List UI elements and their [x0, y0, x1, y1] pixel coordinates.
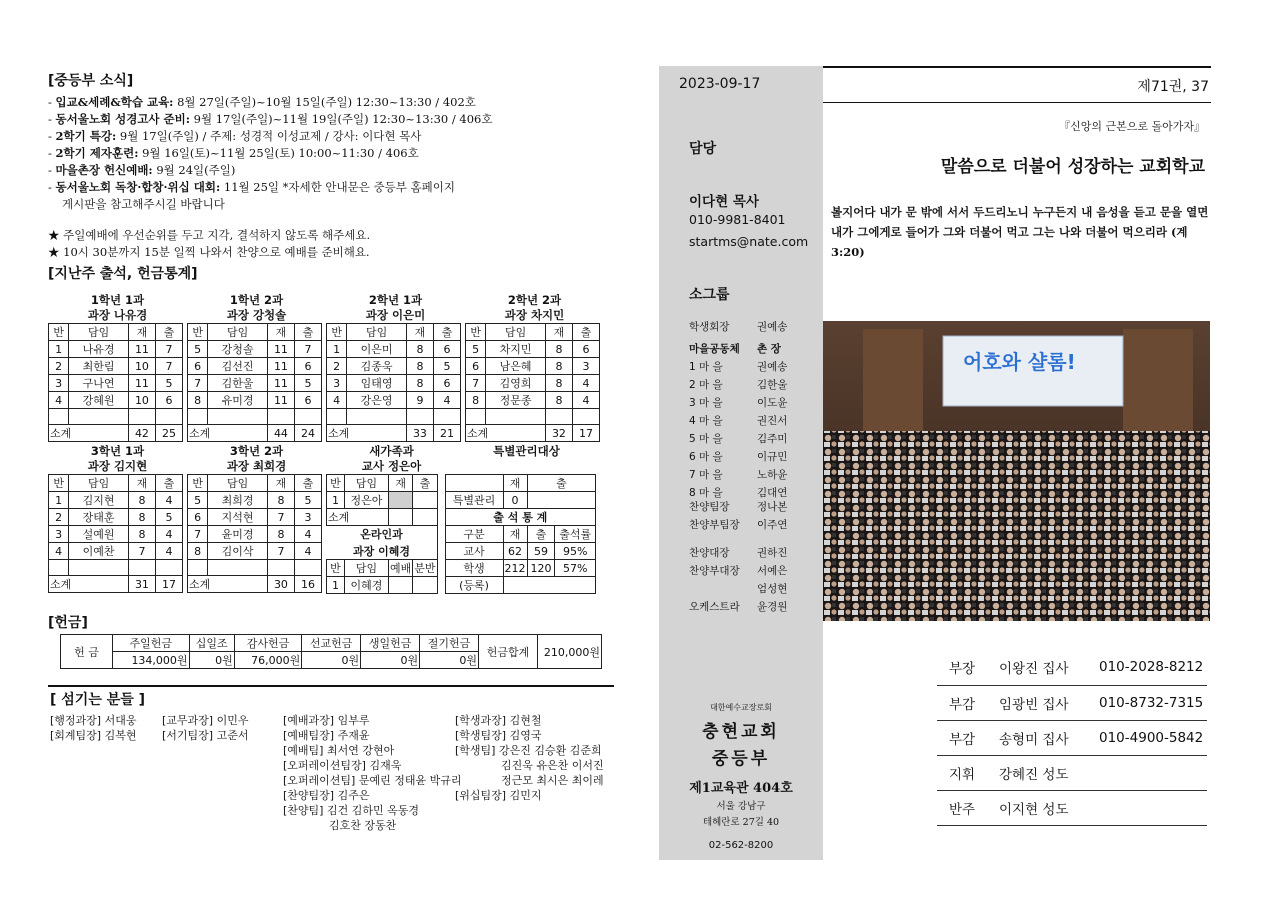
- offering-head: 절기헌금: [420, 635, 479, 652]
- offering-value: 0원: [361, 652, 420, 669]
- smallgroup-title: 소그룹: [689, 287, 730, 303]
- staff-row: 지휘 강혜진 성도: [937, 755, 1207, 790]
- server-entry: [학생과장] 김현철: [455, 714, 542, 727]
- group-entry: 학생회장 권예송: [689, 321, 788, 333]
- offering-head: 십일조: [189, 635, 234, 652]
- class-group: 2학년 1과 과장 이은미 반 담임 재 출 1 이은미 8 6 2 김종욱 8 5 3 임태영 8 6 4 강은영 9 4 소계 33 21: [326, 293, 465, 442]
- group-entry: 5 마 을 김주미: [689, 433, 788, 445]
- offering-value: 0원: [302, 652, 361, 669]
- group-entry: 찬양팀장 정나본: [689, 501, 788, 513]
- group-entry: 오케스트라 윤경원: [689, 601, 788, 613]
- offering-value: 0원: [189, 652, 234, 669]
- news-list: [48, 94, 618, 213]
- subtotal-row: 소계 31 17: [49, 576, 183, 593]
- group-entry: 8 마 을 김대연: [689, 487, 788, 499]
- table-row: 8 정문종 8 4: [466, 392, 600, 409]
- dept-name: 중등부: [711, 749, 771, 769]
- church-tel: 02-562-8200: [708, 840, 774, 851]
- group-entry: 마을공동체 촌 장: [689, 343, 781, 355]
- group-entry: 3 마 을 이도윤: [689, 397, 788, 409]
- table-row: 1 김지현 8 4: [49, 492, 183, 509]
- server-entry: [예배과장] 임부루: [283, 714, 370, 727]
- table-row: 4 강은영 9 4: [327, 392, 461, 409]
- news-item: - 동서울노회 성경고사 준비: 9월 17일(주일)~11월 19일(주일) 12:30~13:30 / 406호: [48, 112, 493, 126]
- church-name: 충현교회: [702, 722, 780, 742]
- servers-col-2: [162, 713, 248, 743]
- offering-head: 선교헌금: [302, 635, 361, 652]
- servers-title: [ 섬기는 분들 ]: [50, 692, 146, 708]
- server-entry: 김호찬 장동찬: [329, 819, 397, 832]
- news-item: - 마을촌장 헌신예배: 9월 24일(주일): [48, 163, 236, 177]
- staff-table: [937, 650, 1207, 826]
- offering-head: 감사헌금: [234, 635, 301, 652]
- class-group: 1학년 2과 과장 강청솔 반 담임 재 출 5 강청솔 11 7 6 김선진 11 6 7 김한울 11 5 8 유미경 11 6 소계 44 24: [187, 293, 326, 442]
- class-group: 3학년 1과 과장 김지현 반 담임 재 출 1 김지현 8 4 2 장태훈 8 5 3 설예원 8 4 4 이예찬 7 4 소계 31 17: [48, 444, 187, 594]
- room: 제1교육관 404호: [689, 781, 793, 796]
- offering-value: 0원: [420, 652, 479, 669]
- server-entry: [찬양팀장] 김주은: [283, 789, 370, 802]
- offering-head: 생일헌금: [361, 635, 420, 652]
- table-row: 3 임태영 8 6: [327, 375, 461, 392]
- servers-col-1: [50, 713, 136, 743]
- server-entry: [회계팀장] 김복현: [50, 729, 137, 742]
- pastor-email: startms@nate.com: [689, 234, 809, 249]
- subtotal-row: 소계 44 24: [188, 425, 322, 442]
- smallgroup-list: [689, 318, 787, 502]
- divider: [48, 685, 614, 687]
- offering-head: 주일헌금: [113, 635, 190, 652]
- subtotal-row: 소계 42 25: [49, 425, 183, 442]
- staff-row: 부감 임광빈 집사 010-8732-7315: [937, 685, 1207, 720]
- offering-label: 헌 금: [61, 635, 113, 669]
- server-entry: [학생팀] 강은진 김승환 김준희: [455, 744, 602, 757]
- subtotal-row: 소계 33 21: [327, 425, 461, 442]
- server-entry: [교무과장] 이민우: [162, 714, 249, 727]
- choir-list: [689, 544, 787, 616]
- right-column: [823, 66, 1219, 860]
- server-entry: [행정과장] 서대웅: [50, 714, 137, 727]
- news-item: - 입교&세례&학습 교육: 8월 27일(주일)~10월 15일(주일) 12:30~13:30 / 402호: [48, 95, 476, 109]
- table-row: 2 장태훈 8 5: [49, 509, 183, 526]
- table-row: 4 이예찬 7 4: [49, 543, 183, 560]
- group-entry: 6 마 을 이규민: [689, 451, 788, 463]
- server-entry: [오퍼레이션팀] 문예린 정태윤 박규리: [283, 774, 462, 787]
- dam-label: 담당: [689, 141, 717, 157]
- headline: 말씀으로 더불어 성장하는 교회학교: [940, 157, 1205, 177]
- server-entry: [예배팀] 최서연 강현아: [283, 744, 395, 757]
- table-row: 1 나유경 11 7: [49, 341, 183, 358]
- group-entry: 7 마 을 노하윤: [689, 469, 788, 481]
- attendance-grid-1: [48, 293, 604, 442]
- staff-row: 부장 이왕진 집사 010-2028-8212: [937, 650, 1207, 685]
- offering-table: [60, 634, 602, 669]
- attendance-title: [지난주 출석, 헌금통계]: [48, 266, 198, 282]
- server-entry: [서기팀장] 고준서: [162, 729, 249, 742]
- notice-star-1: ★ 주일예배에 우선순위를 두고 지각, 결석하지 않도록 해주세요.: [48, 228, 371, 242]
- news-item-cont: 게시판을 참고해주시길 바랍니다: [62, 197, 225, 211]
- addr1: 서울 강남구: [716, 801, 766, 812]
- table-row: 7 윤미경 8 4: [188, 526, 322, 543]
- group-photo-image: [823, 321, 1210, 621]
- praise-list: [689, 498, 787, 534]
- table-row: 7 김영희 8 4: [466, 375, 600, 392]
- offering-total-label: 헌금합계: [479, 635, 538, 669]
- subtotal-row: 소계 30 16: [188, 576, 322, 593]
- class-group: 3학년 2과 과장 최희경 반 담임 재 출 5 최희경 8 5 6 지석현 7 3 7 윤미경 8 4 8 김이삭 7 4 소계 30 16: [187, 444, 326, 594]
- table-row: 5 최희경 8 5: [188, 492, 322, 509]
- news-item: - 동서울노회 독창·합창·위십 대회: 11월 25일 *자세한 안내문은 중등부 홈페이지: [48, 180, 455, 194]
- staff-row: 부감 송형미 집사 010-4900-5842: [937, 720, 1207, 755]
- addr2: 테헤란로 27길 40: [702, 817, 780, 828]
- offering-value: 134,000원: [113, 652, 190, 669]
- table-row: 4 강혜원 10 6: [49, 392, 183, 409]
- table-row: 1 이은미 8 6: [327, 341, 461, 358]
- server-entry: [예배팀장] 주재윤: [283, 729, 370, 742]
- news-title: [중등부 소식]: [48, 73, 134, 89]
- group-entry: 찬양부팀장 이주연: [689, 519, 788, 531]
- class-group: 2학년 2과 과장 차지민 반 담임 재 출 5 차지민 8 6 6 남은혜 8 3 7 김영희 8 4 8 정문종 8 4 소계 32 17: [465, 293, 604, 442]
- offering-total: 210,000원: [538, 635, 602, 669]
- table-row: 5 강청솔 11 7: [188, 341, 322, 358]
- banner-text: 어호와 샬롬!: [963, 350, 1076, 374]
- notice-star-2: ★ 10시 30분까지 15분 일찍 나와서 찬양으로 예배를 준비해요.: [48, 245, 370, 259]
- attendance-grid-2: [48, 444, 604, 594]
- bible-verse: 볼지어다 내가 문 밖에 서서 두드리노니 누구든지 내 음성을 듣고 문을 열면 내가 그에게로 들어가 그와 더불어 먹고 그는 나와 더불어 먹으리라 (계 3:20): [831, 205, 1209, 259]
- news-item: - 2학기 제자훈련: 9월 16일(토)~11월 25일(토) 10:00~11:30 / 406호: [48, 146, 419, 160]
- staff-row: 반주 이지현 성도: [937, 790, 1207, 825]
- table-row: 6 지석현 7 3: [188, 509, 322, 526]
- group-entry: 엄성현: [757, 583, 788, 595]
- issue-number: 제71권, 37: [1137, 79, 1209, 95]
- group-entry: 찬양대장 권하진: [689, 547, 788, 559]
- table-row: 8 김이삭 7 4: [188, 543, 322, 560]
- pastor-phone: 010-9981-8401: [689, 212, 786, 227]
- servers-col-3: [283, 713, 461, 833]
- server-entry: 정근모 최시은 최이레: [501, 774, 604, 787]
- offering-value: 76,000원: [234, 652, 301, 669]
- server-entry: 김진욱 유은찬 이서진: [501, 759, 604, 772]
- motto: 『신앙의 근본으로 돌아가자』: [1059, 120, 1205, 133]
- church-block: [659, 702, 823, 851]
- table-row: 3 구나연 11 5: [49, 375, 183, 392]
- table-row: 7 김한울 11 5: [188, 375, 322, 392]
- group-entry: 찬양부대장 서예은: [689, 565, 788, 577]
- offering-title: [헌금]: [48, 615, 88, 631]
- group-entry: 1 마 을 권예송: [689, 361, 788, 373]
- table-row: 6 남은혜 8 3: [466, 358, 600, 375]
- middle-column: [659, 66, 823, 860]
- group-entry: 4 마 을 권진서: [689, 415, 788, 427]
- pastor: 이다현 목사: [689, 194, 759, 210]
- date: 2023-09-17: [679, 76, 761, 92]
- news-item: - 2학기 특강: 9월 17일(주일) / 주제: 성경적 이성교제 / 강사: 이다현 목사: [48, 129, 422, 143]
- table-row: 5 차지민 8 6: [466, 341, 600, 358]
- server-entry: [위십팀장] 김민지: [455, 789, 542, 802]
- table-row: 2 김종욱 8 5: [327, 358, 461, 375]
- church-top: 대한예수교장로회: [710, 703, 772, 712]
- server-entry: [오퍼레이션팀장] 김재욱: [283, 759, 402, 772]
- class-group: 1학년 1과 과장 나유경 반 담임 재 출 1 나유경 11 7 2 최한림 10 7 3 구나연 11 5 4 강혜원 10 6 소계 42 25: [48, 293, 187, 442]
- group-photo: [823, 321, 1210, 621]
- table-row: 2 최한림 10 7: [49, 358, 183, 375]
- extra-table: 반 담임 재 출 재 출 1 정은아 특별관리 0 소계 출 석 통 계 온라인과 구분 재 출 출석률 과장 이혜경 교사 62 59 95% 반 담임 예배 분반 학생 212 120 57% 1 이혜경 (등록): [326, 474, 596, 594]
- attendance-extra: 새가족과 교사 정은아 특별관리대상 반 담임 재 출 재 출 1 정은아 특별관리 0 소계 출 석 통 계 온라인과 구분 재 출 출석률 과장 이혜경 교사 62 59 95% 반 담임 예배 분반 학생 212 120 57% 1 이혜경 (등록): [326, 444, 604, 594]
- group-entry: 2 마 을 김한울: [689, 379, 788, 391]
- table-row: 6 김선진 11 6: [188, 358, 322, 375]
- server-entry: [찬양팀] 김건 김하민 옥동경: [283, 804, 419, 817]
- subtotal-row: 소계 32 17: [466, 425, 600, 442]
- table-row: 8 유미경 11 6: [188, 392, 322, 409]
- servers-col-4: [455, 713, 604, 803]
- table-row: 3 설예원 8 4: [49, 526, 183, 543]
- server-entry: [학생팀장] 김영국: [455, 729, 542, 742]
